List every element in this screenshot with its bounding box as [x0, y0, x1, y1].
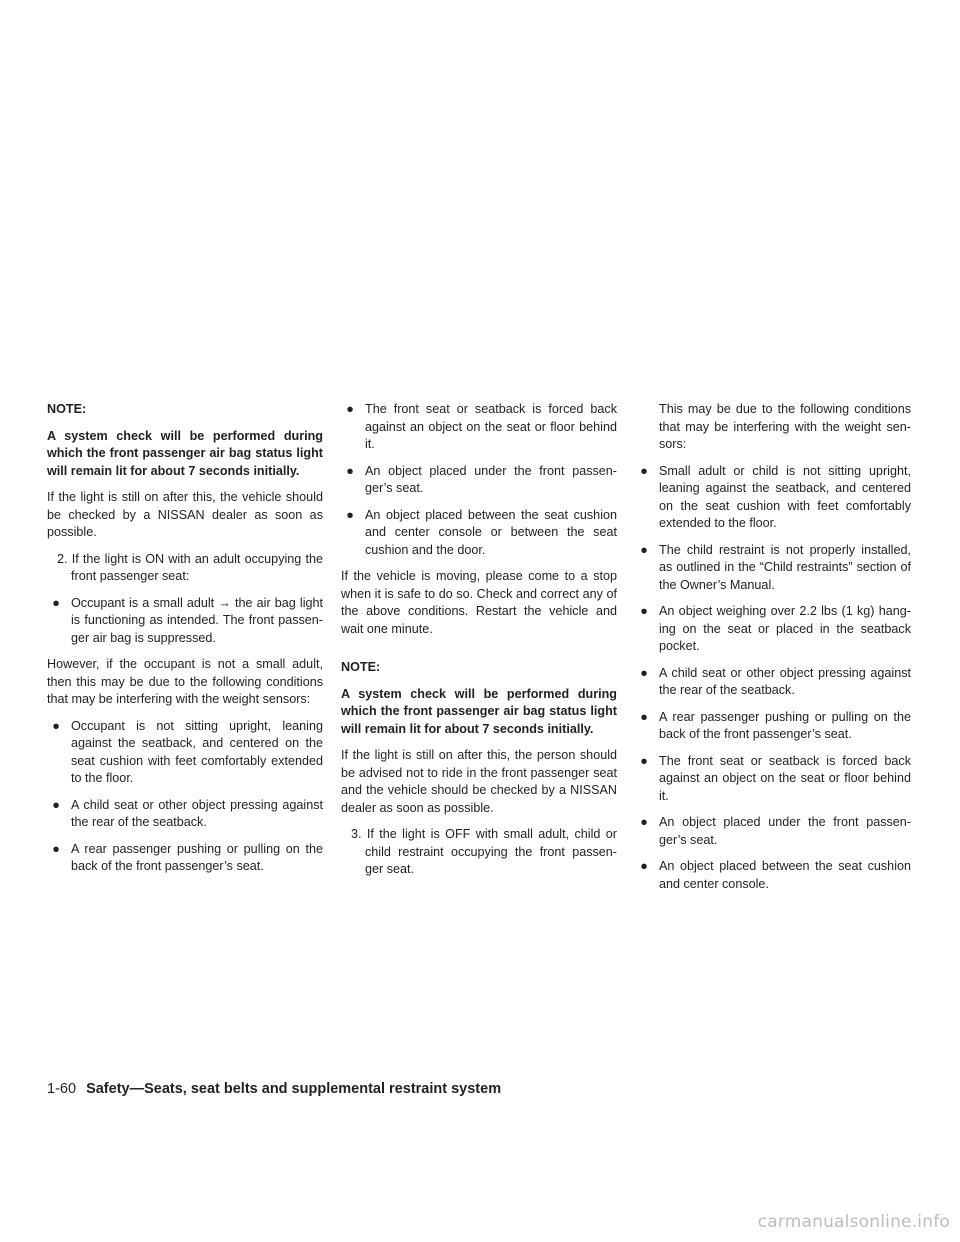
bullet-text: A rear passenger pushing or pulling on the back of the front passenger’s seat. [659, 709, 911, 741]
bullet-item [47, 595, 323, 648]
page-footer [47, 1079, 501, 1099]
continued-text: This may be due to the following conditions that may be interfering with the weight sen- sors: [659, 402, 911, 451]
bullet-icon: ● [52, 718, 60, 733]
bullet-item [635, 665, 911, 700]
bullet-text: A rear passenger pushing or pulling on the back of the front passenger’s seat. [71, 841, 323, 873]
bullet-text: The child restraint is not properly installed, as outlined in the “Child restraints” section of the Owner’s Manual. [659, 542, 911, 592]
bullet-item [635, 858, 911, 893]
bullet-text: Occupant is a small adult → the air bag light is functioning as intended. The front passen- ger air bag is suppressed. [71, 595, 323, 645]
bullet-text: Occupant is not sitting upright, leaning against the seatback, and centered on the seat cushion with feet comfortably extended to the floor. [71, 718, 323, 785]
bullet-item [635, 814, 911, 849]
bullet-text: A child seat or other object pressing against the rear of the seatback. [71, 797, 323, 829]
bullet-icon: ● [640, 463, 648, 478]
bullet-item [47, 797, 323, 832]
bullet-text: An object placed between the seat cushion and center console. [659, 859, 911, 891]
bullet-item [341, 507, 617, 560]
bullet-icon: ● [640, 665, 648, 680]
paragraph: If the vehicle is moving, please come to a stop when it is safe to do so. Check and correct any of the above conditions. Restart the vehicle and wait one minute. [341, 569, 617, 636]
bullet-item [341, 463, 617, 498]
bullet-item [635, 463, 911, 533]
bullet-item [341, 401, 617, 454]
bullet-text: Small adult or child is not sitting upright, leaning against the seatback, and centered on the seat cushion with feet comfortably extended to the floor. [659, 463, 911, 530]
bullet-icon: ● [640, 859, 648, 873]
bullet-icon: ● [640, 542, 648, 557]
note-title: NOTE: [341, 660, 381, 674]
bullet-icon: ● [52, 841, 60, 856]
bullet-text: The front seat or seatback is forced back against an object on the seat or floor behind it. [659, 753, 911, 803]
bullet-icon: ● [52, 595, 60, 610]
bullet-item [635, 542, 911, 595]
bullet-icon: ● [640, 604, 648, 618]
page-number: 1-60 [47, 1081, 77, 1097]
bullet-icon: ● [346, 507, 354, 522]
bullet-icon: ● [346, 402, 354, 416]
bullet-text: An object placed under the front passen- ger’s seat. [659, 815, 911, 847]
note-title: NOTE: [47, 402, 87, 416]
bullet-text: An object placed between the seat cushion and center console or between the seat cushion and the door. [365, 507, 617, 557]
bullet-item [47, 718, 323, 788]
bullet-item [635, 753, 911, 806]
bullet-icon: ● [52, 797, 60, 812]
numbered-item-3: 3. If the light is OFF with small adult, child or child restraint occupying the front passen- ger seat. [351, 827, 617, 876]
bullet-icon: ● [346, 463, 354, 478]
paragraph: If the light is still on after this, the vehicle should be checked by a NISSAN dealer as soon as possible. [47, 490, 323, 539]
numbered-item-2: 2. If the light is ON with an adult occupying the front passenger seat: [57, 551, 323, 583]
watermark: carmanualsonline.info [757, 1212, 950, 1232]
column-right [635, 401, 911, 902]
bullet-item [47, 841, 323, 876]
column-middle [341, 401, 617, 888]
paragraph: If the light is still on after this, the person should be advised not to ride in the front passenger seat and the vehicle should be checked by a NISSAN dealer as soon as possible. [341, 748, 617, 815]
paragraph: However, if the occupant is not a small adult, then this may be due to the following conditions that may be interfering with the weight sensors: [47, 657, 323, 706]
bullet-text: A child seat or other object pressing against the rear of the seatback. [659, 665, 911, 697]
bullet-icon: ● [640, 709, 648, 724]
bullet-text: The front seat or seatback is forced back against an object on the seat or floor behind it. [365, 402, 617, 451]
bullet-icon: ● [640, 815, 648, 829]
bullet-item [635, 709, 911, 744]
bullet-icon: ● [640, 753, 648, 768]
bullet-item [635, 603, 911, 656]
column-left [47, 401, 323, 885]
note-body: A system check will be performed during which the front passenger air bag status light will remain lit for about 7 seconds initially. [47, 428, 323, 478]
note-body: A system check will be performed during which the front passenger air bag status light will remain lit for about 7 seconds initially. [341, 686, 617, 736]
section-title: Safety—Seats, seat belts and supplemental restraint system [86, 1081, 502, 1097]
bullet-text: An object weighing over 2.2 lbs (1 kg) hang- ing on the seat or placed in the seatback pocket. [659, 604, 911, 653]
bullet-text: An object placed under the front passen- ger’s seat. [365, 463, 617, 495]
